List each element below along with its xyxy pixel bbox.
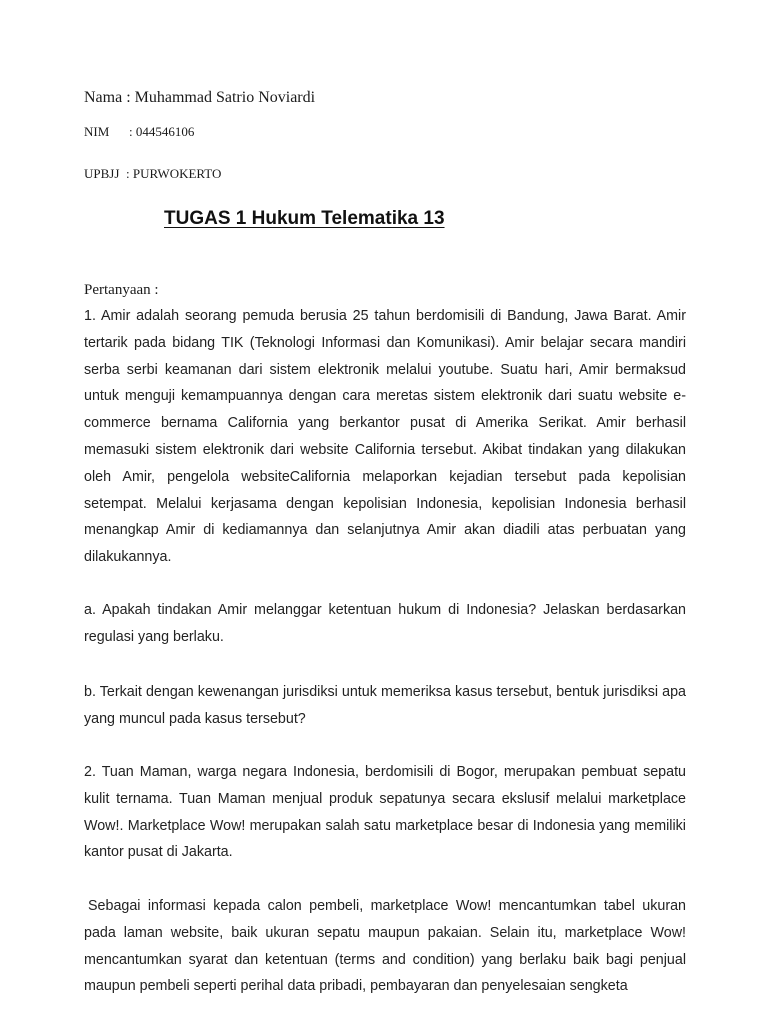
- question-2-info-paragraph: Sebagai informasi kepada calon pembeli, marketplace Wow! mencantumkan tabel ukuran pada laman website, baik ukuran sepatu maupun pakaian. Selain itu, marketplace Wow! mencantumkan syarat dan ketentuan (terms and condition) yang berlaku baik bagi penjual maupun pembeli seperti perihal data pribadi, pembayaran dan penyelesaian sengketa: [84, 898, 686, 995]
- question-1a-paragraph: a. Apakah tindakan Amir melanggar ketentuan hukum di Indonesia? Jelaskan berdasarkan regulasi yang berlaku.: [84, 602, 686, 645]
- question-1-paragraph: 1. Amir adalah seorang pemuda berusia 25 tahun berdomisili di Bandung, Jawa Barat. Amir tertarik pada bidang TIK (Teknologi Informasi dan Komunikasi). Amir belajar secara mandiri serba serbi keamanan dari sistem elektronik melalui youtube. Suatu hari, Amir bermaksud untuk menguji kemampuannya dengan cara meretas sistem elektronik dari suatu website e-commerce bernama California yang berkantor pusat di Amerika Serikat. Amir berhasil memasuki sistem elektronik dari website California tersebut. Akibat tindakan yang dilakukan oleh Amir, pengelola websiteCalifornia melaporkan kejadian tersebut pada kepolisian setempat. Melalui kerjasama dengan kepolisian Indonesia, kepolisian Indonesia berhasil menangkap Amir di kediamannya dan selanjutnya Amir akan diadili atas perbuatan yang dilakukannya.: [84, 308, 686, 566]
- student-upbjj-line: [84, 166, 221, 182]
- question-1b-paragraph: b. Terkait dengan kewenangan jurisdiksi untuk memeriksa kasus tersebut, bentuk jurisdiksi apa yang muncul pada kasus tersebut?: [84, 684, 686, 727]
- upbjj-value: : PURWOKERTO: [126, 166, 222, 181]
- document-title: TUGAS 1 Hukum Telematika 13: [164, 208, 445, 229]
- student-name-line: Nama : Muhammad Satrio Noviardi: [84, 89, 316, 106]
- nim-label: NIM: [84, 124, 110, 139]
- student-nim-line: [84, 124, 194, 140]
- nim-value: : 044546106: [129, 124, 195, 139]
- upbjj-label: UPBJJ: [84, 166, 120, 181]
- question-label: Pertanyaan :: [84, 282, 159, 298]
- question-2-paragraph: 2. Tuan Maman, warga negara Indonesia, berdomisili di Bogor, merupakan pembuat sepatu kulit ternama. Tuan Maman menjual produk sepatunya secara ekslusif melalui marketplace Wow!. Marketplace Wow! merupakan salah satu marketplace besar di Indonesia yang memiliki kantor pusat di Jakarta.: [84, 764, 686, 861]
